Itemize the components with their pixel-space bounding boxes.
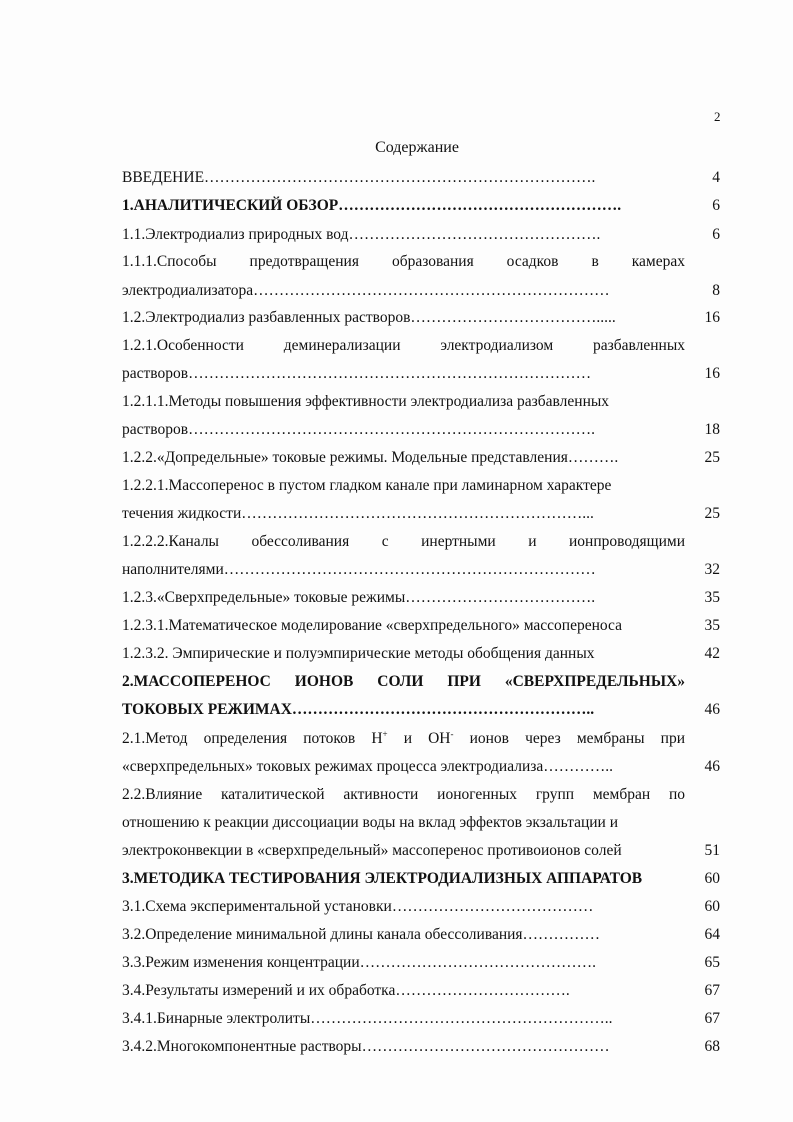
toc-entry-introduction: ВВЕДЕНИЕ…………………………………………………………………. bbox=[122, 169, 596, 186]
toc-entry: 1.2.Электродиализ разбавленных растворов………………………………..... bbox=[122, 309, 616, 326]
toc-entry: 3.3.Режим изменения концентрации………………………………………. bbox=[122, 954, 596, 971]
page-number: 2 bbox=[714, 109, 721, 124]
toc-entry: 1.2.1.Особенности деминерализации электродиализом разбавленных bbox=[122, 337, 685, 354]
toc-page-number: 64 bbox=[704, 926, 720, 943]
toc-page-number: 32 bbox=[704, 561, 720, 578]
toc-entry-text: ионов через мембраны при bbox=[453, 730, 685, 747]
toc-entry: электродиализатора…………………………………………………………… bbox=[122, 282, 610, 299]
toc-entry: 1.2.2.1.Массоперенос в пустом гладком канале при ламинарном характере bbox=[122, 477, 612, 494]
toc-entry-chapter-3: 3.МЕТОДИКА ТЕСТИРОВАНИЯ ЭЛЕКТРОДИАЛИЗНЫХ АППАРАТОВ bbox=[122, 870, 643, 887]
toc-entry: растворов……………………………………………………………………. bbox=[122, 421, 595, 438]
toc-entry: 1.1.Электродиализ природных вод…………………………………………. bbox=[122, 226, 601, 243]
toc-entry: 1.2.2.2.Каналы обессоливания с инертными и ионпроводящими bbox=[122, 533, 685, 550]
toc-page-number: 60 bbox=[704, 870, 720, 887]
toc-page-number: 6 bbox=[712, 226, 720, 243]
toc-entry-chapter-2: 2.МАССОПЕРЕНОС ИОНОВ СОЛИ ПРИ «СВЕРХПРЕДЕЛЬНЫХ» bbox=[122, 673, 685, 690]
toc-entry: 1.2.3.1.Математическое моделирование «сверхпредельного» массопереноса bbox=[122, 617, 622, 634]
toc-entry: 3.4.2.Многокомпонентные растворы………………………………………… bbox=[122, 1038, 610, 1055]
toc-page-number: 68 bbox=[704, 1038, 720, 1055]
toc-page-number: 18 bbox=[704, 421, 720, 438]
toc-page-number: 35 bbox=[704, 589, 720, 606]
toc-entry: «сверхпредельных» токовых режимах процесса электродиализа………….. bbox=[122, 758, 613, 775]
toc-page-number: 25 bbox=[704, 505, 720, 522]
toc-page-number: 42 bbox=[704, 645, 720, 662]
toc-page-number: 51 bbox=[704, 842, 720, 859]
toc-page-number: 60 bbox=[704, 898, 720, 915]
toc-entry: 3.4.1.Бинарные электролиты………………………………………………….. bbox=[122, 1010, 613, 1027]
toc-page-number: 8 bbox=[712, 282, 720, 299]
toc-entry-text: и OH bbox=[387, 730, 451, 747]
toc-entry: 3.1.Схема экспериментальной установки………………………………… bbox=[122, 898, 594, 915]
superscript: + bbox=[382, 729, 388, 739]
superscript: - bbox=[450, 729, 454, 739]
toc-entry-chapter-2: ТОКОВЫХ РЕЖИМАХ………………………………………………….. bbox=[122, 701, 595, 718]
toc-page-number: 6 bbox=[712, 197, 720, 214]
toc-entry: электроконвекции в «сверхпредельный» массоперенос противоионов солей bbox=[122, 842, 622, 859]
toc-entry-text: 2.1.Метод определения потоков H bbox=[122, 730, 383, 747]
toc-entry: 3.2.Определение минимальной длины канала обессоливания…………… bbox=[122, 926, 601, 943]
toc-entry: 3.4.Результаты измерений и их обработка……………………………. bbox=[122, 982, 570, 999]
toc-entry: течения жидкости…………………………………………………………... bbox=[122, 505, 594, 522]
toc-entry: 1.2.2.«Допредельные» токовые режимы. Модельные представления………. bbox=[122, 449, 619, 466]
toc-entry bbox=[122, 728, 685, 750]
toc-entry: отношению к реакции диссоциации воды на вклад эффектов экзальтации и bbox=[122, 814, 619, 831]
toc-entry: 1.2.3.«Сверхпредельные» токовые режимы………………………………. bbox=[122, 589, 596, 606]
toc-entry: 2.2.Влияние каталитической активности ионогенных групп мембран по bbox=[122, 786, 685, 803]
toc-entry: 1.2.1.1.Методы повышения эффективности электродиализа разбавленных bbox=[122, 393, 610, 410]
toc-entry: 1.2.3.2. Эмпирические и полуэмпирические методы обобщения данных bbox=[122, 645, 595, 662]
toc-page-number: 46 bbox=[704, 758, 720, 775]
toc-page-number: 67 bbox=[704, 982, 720, 999]
toc-entry-chapter-1: 1.АНАЛИТИЧЕСКИЙ ОБЗОР………………………………………………. bbox=[122, 197, 622, 214]
toc-page-number: 16 bbox=[704, 365, 720, 382]
toc-entry: 1.1.1.Способы предотвращения образования осадков в камерах bbox=[122, 253, 685, 270]
toc-entry: наполнителями……………………………………………………………… bbox=[122, 561, 596, 578]
toc-page-number: 25 bbox=[704, 449, 720, 466]
toc-page-number: 65 bbox=[704, 954, 720, 971]
page-title: Содержание bbox=[375, 139, 459, 156]
toc-page-number: 67 bbox=[704, 1010, 720, 1027]
toc-entry: растворов…………………………………………………………………… bbox=[122, 365, 592, 382]
toc-page-number: 46 bbox=[704, 701, 720, 718]
toc-page-number: 4 bbox=[712, 169, 720, 186]
toc-page-number: 16 bbox=[704, 309, 720, 326]
toc-page-number: 35 bbox=[704, 617, 720, 634]
